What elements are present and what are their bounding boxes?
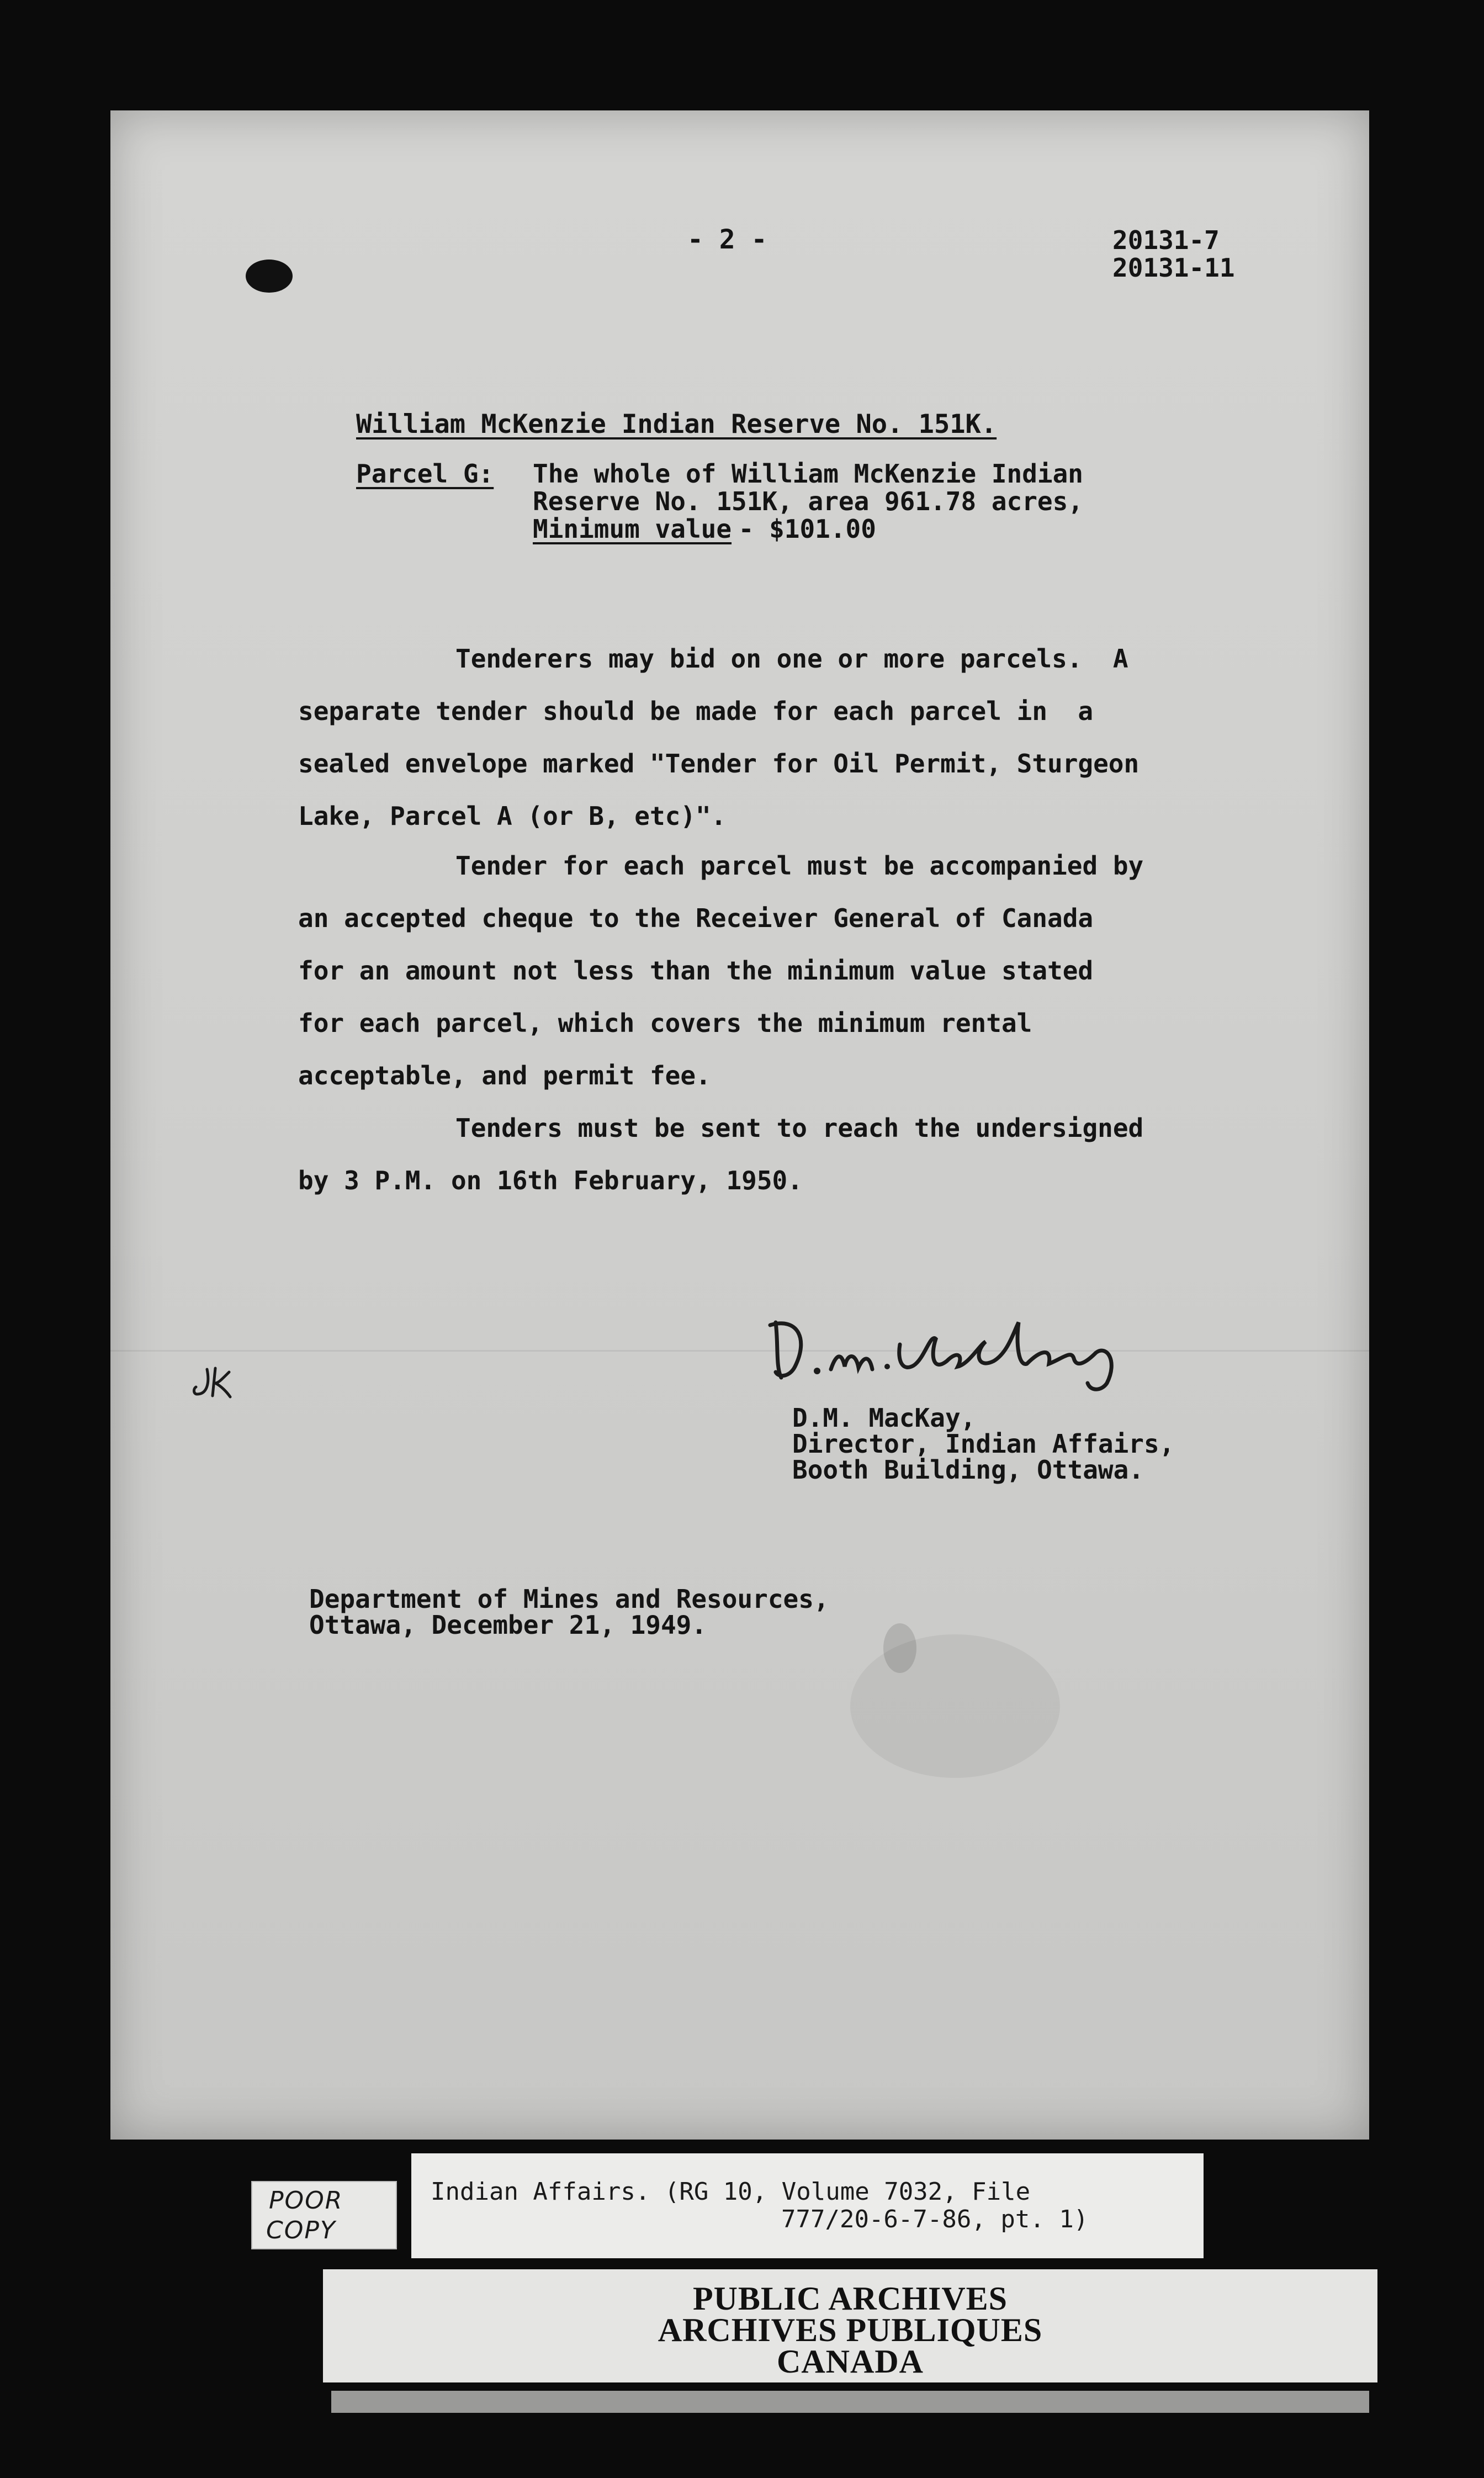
paragraph-1-line-2: separate tender should be made for each parcel in a <box>298 696 1094 726</box>
paragraph-2-line-3: for an amount not less than the minimum value stated <box>298 956 1094 986</box>
paragraph-3-line-2: by 3 P.M. on 16th February, 1950. <box>298 1166 803 1195</box>
paragraph-2-line-4: for each parcel, which covers the minimum rental <box>298 1008 1032 1038</box>
ink-blot <box>246 260 293 293</box>
minimum-value: - $101.00 <box>723 514 876 544</box>
department: Department of Mines and Resources, <box>309 1584 829 1614</box>
archive-stamp-text <box>326 2272 1375 2380</box>
paragraph-2-line-5: acceptable, and permit fee. <box>298 1061 711 1090</box>
reserve-heading: William McKenzie Indian Reserve No. 151K. <box>356 409 997 440</box>
signatory-name: D.M. MacKay, <box>792 1403 976 1433</box>
parcel-line-2: Reserve No. 151K, area 961.78 acres, <box>533 486 1083 516</box>
bottom-strip <box>331 2391 1369 2413</box>
file-ref-1: 20131-7 <box>1112 225 1220 255</box>
stamp-line-3: CANADA <box>777 2343 924 2380</box>
minimum-value-label: Minimum value <box>533 514 732 544</box>
paragraph-2-line-1: Tender for each parcel must be accompanied by <box>455 851 1144 881</box>
signatory-title: Director, Indian Affairs, <box>792 1429 1175 1459</box>
paragraph-1-line-4: Lake, Parcel A (or B, etc)". <box>298 801 727 831</box>
stamp-line-1: PUBLIC ARCHIVES <box>692 2280 1008 2317</box>
archive-label-line-2: 777/20-6-7-86, pt. 1) <box>781 2205 1089 2233</box>
handwritten-initials <box>190 1364 235 1402</box>
paragraph-3-line-1: Tenders must be sent to reach the undersigned <box>455 1113 1144 1143</box>
page-fold <box>110 1350 1369 1352</box>
parcel-label: Parcel G: <box>356 459 494 489</box>
paragraph-2-line-2: an accepted cheque to the Receiver General of Canada <box>298 903 1094 933</box>
archive-label-line-1: Indian Affairs. (RG 10, Volume 7032, File <box>431 2178 1031 2206</box>
stamp-line-2: ARCHIVES PUBLIQUES <box>658 2312 1043 2348</box>
stain <box>850 1634 1060 1778</box>
paragraph-1-line-1: Tenderers may bid on one or more parcels. A <box>455 644 1128 674</box>
paragraph-1-line-3: sealed envelope marked "Tender for Oil Permit, Sturgeon <box>298 749 1140 779</box>
handwritten-signature <box>765 1300 1140 1394</box>
poor-copy-line-2: COPY <box>266 2216 336 2244</box>
poor-copy-note <box>251 2181 397 2249</box>
stain-dark <box>883 1623 916 1673</box>
place-date: Ottawa, December 21, 1949. <box>309 1610 707 1640</box>
poor-copy-line-1: POOR <box>269 2186 343 2215</box>
page-number: - 2 - <box>687 224 767 255</box>
file-ref-2: 20131-11 <box>1112 253 1235 283</box>
parcel-line-1: The whole of William McKenzie Indian <box>533 459 1083 489</box>
archive-label <box>411 2153 1204 2258</box>
signatory-address: Booth Building, Ottawa. <box>792 1455 1144 1485</box>
